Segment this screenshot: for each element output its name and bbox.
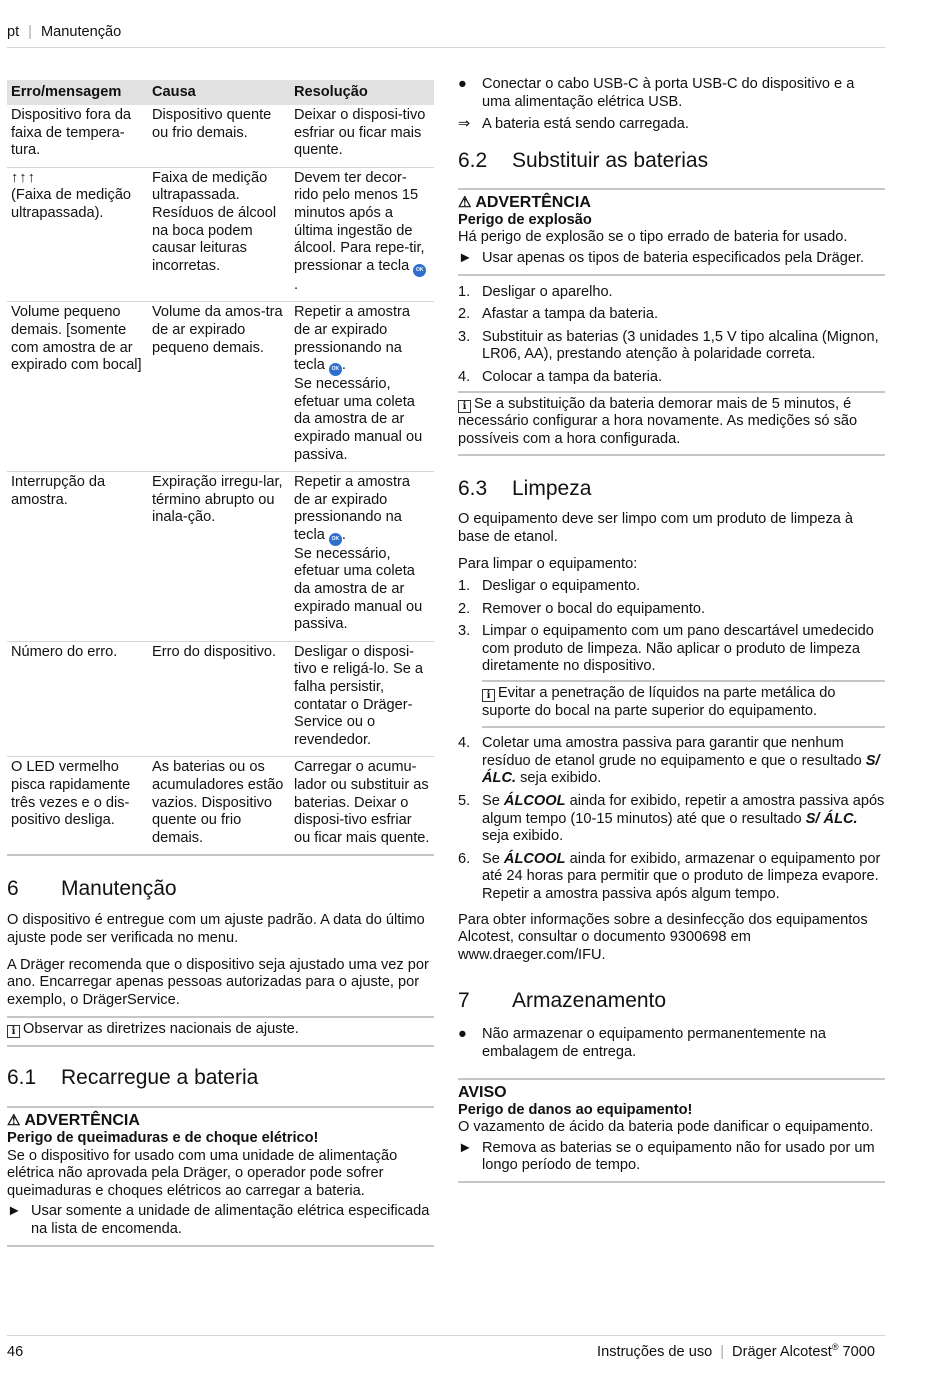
step-number: 1. [458, 578, 471, 595]
left-column [7, 80, 434, 1247]
step-number: 2. [458, 306, 471, 323]
steps-list [458, 578, 885, 676]
resolution-text: Repetir a amostra de ar expirado pressionando na tecla [294, 304, 410, 374]
error-cell: Volume pequeno demais. [somente com amostra de ar expirado com bocal] [7, 302, 148, 472]
section-6-heading [7, 876, 434, 902]
action-arrow-icon: ► [458, 249, 473, 266]
step-number: 6. [458, 850, 471, 867]
step-text: Afastar a tampa da bateria. [482, 306, 659, 323]
col-header-error: Erro/mensagem [7, 80, 148, 105]
table-header-row [7, 80, 434, 105]
result-label: ÁLCOOL [503, 793, 566, 810]
resolution-text: Repetir a amostra de ar expirado pressionando na tecla [294, 474, 410, 543]
error-cell: Número do erro. [7, 641, 148, 757]
table-row [7, 641, 434, 757]
list-item [458, 851, 885, 904]
table-row [7, 167, 434, 302]
warning-text: Há perigo de explosão se o tipo errado de bateria for usado. [458, 229, 848, 246]
step-number: 4. [458, 368, 471, 385]
paragraph: A Dräger recomenda que o dispositivo seja ajustado uma vez por ano. Encarregar apenas pessoas autorizadas para o ajuste, por exemplo, o DrägerService. [7, 956, 429, 1008]
table-row [7, 302, 434, 472]
step-number: 5. [458, 793, 471, 810]
resolution-end: . [341, 357, 346, 374]
steps-list [458, 735, 885, 903]
section-title: Substituir as baterias [512, 148, 709, 172]
step-text [482, 793, 885, 846]
resolution-cell: Desligar o disposi-tivo e religá-lo. Se a falha persistir, contatar o Dräger-Service ou o revendedor. [290, 641, 434, 757]
ok-key-icon: OK [329, 363, 342, 376]
footer-doc-title: Instruções de uso [597, 1344, 713, 1360]
table-row [7, 757, 434, 855]
paragraph: Para obter informações sobre a desinfecção dos equipamentos Alcotest, consultar o documento 9300698 em www.draeger.com/IFU. [458, 911, 868, 963]
section-number: 7 [458, 989, 470, 1013]
warning-label: ADVERTÊNCIA [24, 1111, 140, 1129]
notice-text: O vazamento de ácido da bateria pode danificar o equipamento. [458, 1119, 874, 1136]
step-number: 2. [458, 600, 471, 617]
bullet-text: Não armazenar o equipamento permanentemente na embalagem de entrega. [482, 1026, 826, 1060]
table-row [7, 472, 434, 642]
resolution-text-2: Se necessário, efetuar uma coleta da amostra de ar expirado manual ou passiva. [294, 376, 423, 463]
action-arrow-icon: ► [7, 1203, 22, 1220]
warning-label: ADVERTÊNCIA [475, 193, 591, 211]
info-note [482, 680, 885, 728]
warning-box [458, 188, 885, 276]
section-6-1-heading [7, 1065, 434, 1091]
section-title: Recarregue a bateria [61, 1065, 259, 1089]
info-icon: i [7, 1025, 20, 1038]
footer-product: Dräger Alcotest [732, 1344, 832, 1360]
ok-key-icon: OK [329, 533, 342, 546]
text-part: Se [482, 793, 500, 810]
list-item [458, 793, 885, 846]
bullet-icon: ● [458, 76, 467, 92]
result-label: S/ ÁLC. [805, 810, 858, 827]
list-item [458, 369, 885, 387]
step-number: 3. [458, 623, 471, 640]
step-text [482, 735, 885, 788]
text-part: seja exibido. [520, 770, 602, 787]
notice-action [458, 1140, 885, 1175]
error-cell: Dispositivo fora da faixa de tempera-tura. [7, 105, 148, 167]
paragraph: O equipamento deve ser limpo com um produto de limpeza à base de etanol. [458, 511, 854, 545]
troubleshooting-table [7, 80, 434, 856]
resolution-cell: Deixar o disposi-tivo esfriar ou ficar mais quente. [290, 105, 434, 167]
bullet-text: Conectar o cabo USB-C à porta USB-C do dispositivo e a uma alimentação elétrica USB. [482, 76, 855, 110]
step-text: Remover o bocal do equipamento. [482, 600, 706, 617]
list-item [458, 306, 885, 324]
cause-cell: Dispositivo quente ou frio demais. [148, 105, 290, 167]
warning-triangle-icon: ⚠ [458, 193, 472, 211]
list-item [458, 76, 885, 111]
notice-box [458, 1078, 885, 1183]
cause-cell: Erro do dispositivo. [148, 641, 290, 757]
text-part: ainda for exibido, armazenar o equipamento por até 24 horas para permitir que o produto de limpeza evapore. Repetir a amostra passiva após algum tempo. [482, 850, 881, 902]
step-text: Colocar a tampa da bateria. [482, 368, 663, 385]
footer-model: 7000 [842, 1344, 875, 1360]
page-footer [7, 1335, 885, 1362]
header-language: pt [7, 24, 20, 40]
ok-key-icon: OK [413, 264, 426, 277]
warning-box [7, 1106, 434, 1247]
section-number: 6.1 [7, 1065, 37, 1089]
list-item [458, 601, 885, 619]
resolution-end: . [294, 276, 299, 293]
section-number: 6.2 [458, 148, 488, 172]
resolution-text: Devem ter decor-rido pelo menos 15 minutos após a última ingestão de álcool. Para repe-tir, pressionar a tecla [294, 169, 425, 274]
note-text: Observar as diretrizes nacionais de ajuste. [23, 1021, 299, 1038]
page-header [7, 24, 885, 48]
page-number: 46 [7, 1344, 24, 1360]
step-number: 3. [458, 328, 471, 345]
section-number: 6.3 [458, 477, 488, 501]
result-label: S/ ÁLC. [482, 752, 880, 787]
warning-title [458, 193, 885, 212]
cause-cell: Faixa de medição ultrapassada. Resíduos de álcool na boca podem causar leituras incorretas. [148, 167, 290, 302]
error-cell [7, 167, 148, 302]
action-arrow-icon: ► [458, 1139, 473, 1156]
cause-cell: Expiração irregu-lar, término abrupto ou inala-ção. [148, 472, 290, 642]
arrows-up-icon: ↑↑↑ [11, 169, 36, 186]
action-text: Usar somente a unidade de alimentação elétrica especificada na lista de encomenda. [31, 1203, 430, 1237]
col-header-resolution: Resolução [290, 80, 434, 105]
step-text [482, 851, 885, 904]
list-item [458, 578, 885, 596]
list-item [458, 329, 885, 364]
step-number: 1. [458, 283, 471, 300]
header-separator: | [28, 24, 32, 40]
resolution-text-2: Se necessário, efetuar uma coleta da amostra de ar expirado manual ou passiva. [294, 545, 423, 633]
action-text: Remova as baterias se o equipamento não for usado por um longo período de tempo. [482, 1139, 875, 1174]
paragraph: O dispositivo é entregue com um ajuste padrão. A data do último ajuste pode ser verificada no menu. [7, 912, 425, 946]
text-part: Se [482, 850, 500, 867]
notice-title: AVISO [458, 1083, 507, 1101]
result-arrow-icon: ⇒ [458, 116, 471, 133]
step-text: Limpar o equipamento com um pano descartável umedecido com produto de limpeza. Não aplicar o produto de limpeza diretamente no dispositivo. [482, 623, 874, 675]
resolution-cell [290, 302, 434, 472]
step-text: Desligar o aparelho. [482, 283, 613, 300]
note-text: Se a substituição da bateria demorar mais de 5 minutos, é necessário configurar a hora novamente. As medições só são possíveis com a hora configurada. [458, 395, 858, 447]
warning-action [7, 1203, 434, 1238]
warning-action [458, 250, 885, 268]
resolution-cell [290, 472, 434, 642]
table-row [7, 105, 434, 167]
result-label: ÁLCOOL [503, 850, 566, 867]
notice-subtitle: Perigo de danos ao equipamento! [458, 1101, 693, 1118]
right-column [458, 76, 885, 1183]
footer-doc-info [597, 1344, 875, 1362]
section-7-heading [458, 988, 885, 1014]
step-text: Desligar o equipamento. [482, 578, 641, 595]
paragraph: Para limpar o equipamento: [458, 555, 638, 572]
info-note [7, 1016, 434, 1047]
section-title: Armazenamento [512, 989, 667, 1013]
list-item [458, 284, 885, 302]
step-text: Substituir as baterias (3 unidades 1,5 V tipo alcalina (Mignon, LR06, AA), prestando atenção à polaridade correta. [482, 328, 879, 363]
resolution-end: . [341, 526, 346, 543]
warning-triangle-icon: ⚠ [7, 1111, 21, 1129]
warning-title [7, 1111, 434, 1130]
section-6-3-heading [458, 476, 885, 502]
warning-text: Se o dispositivo for usado com uma unidade de alimentação elétrica não aprovada pela Dräger, o operador pode sofrer queimaduras e choques elétricos ao carregar a bateria. [7, 1147, 398, 1199]
registered-mark: ® [831, 1342, 839, 1352]
resolution-cell [290, 167, 434, 302]
step-number: 4. [458, 735, 471, 752]
list-item [458, 116, 885, 134]
warning-subtitle: Perigo de queimaduras e de choque elétrico! [7, 1129, 319, 1146]
action-text: Usar apenas os tipos de bateria especificados pela Dräger. [482, 249, 865, 266]
text-part: Coletar uma amostra passiva para garantir que nenhum resíduo de etanol grude no equipamento e que o resultado [482, 735, 862, 769]
header-section: Manutenção [40, 24, 122, 40]
list-item [458, 735, 885, 788]
info-note [458, 391, 885, 457]
list-item [458, 623, 885, 676]
resolution-cell: Carregar o acumu-lador ou substituir as baterias. Deixar o disposi-tivo esfriar ou ficar mais quente. [290, 757, 434, 855]
warning-subtitle: Perigo de explosão [458, 211, 592, 228]
error-text: (Faixa de medição ultrapassada). [11, 187, 132, 221]
error-cell: Interrupção da amostra. [7, 472, 148, 642]
bullet-icon: ● [458, 1026, 467, 1043]
section-title: Manutenção [61, 877, 177, 901]
list-item [458, 1026, 885, 1061]
cause-cell: As baterias ou os acumuladores estão vazios. Dispositivo quente ou frio demais. [148, 757, 290, 855]
note-text: Evitar a penetração de líquidos na parte metálica do suporte do bocal na parte superior do equipamento. [482, 685, 836, 719]
info-icon: i [458, 400, 471, 413]
footer-separator: | [720, 1344, 725, 1360]
cause-cell: Volume da amos-tra de ar expirado pequeno demais. [148, 302, 290, 472]
text-part: seja exibido. [482, 828, 564, 845]
steps-list [458, 284, 885, 387]
error-cell: O LED vermelho pisca rapidamente três vezes e o dis-positivo desliga. [7, 757, 148, 855]
col-header-cause: Causa [148, 80, 290, 105]
section-title: Limpeza [512, 477, 592, 501]
section-6-2-heading [458, 148, 885, 174]
result-text: A bateria está sendo carregada. [482, 116, 689, 133]
section-number: 6 [7, 877, 19, 901]
info-icon: i [482, 689, 495, 702]
text-part: ainda for exibido, repetir a amostra passiva após algum tempo (10-15 minutos) até que o resultado [482, 793, 885, 827]
